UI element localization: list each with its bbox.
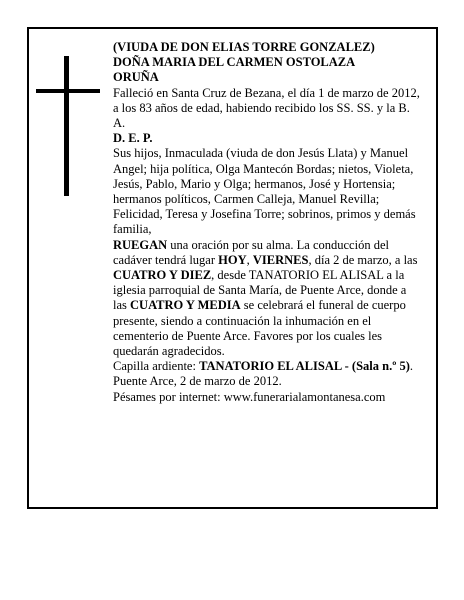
widow-line: (VIUDA DE DON ELIAS TORRE GONZALEZ) (113, 40, 375, 54)
chapel-line: Capilla ardiente: TANATORIO EL ALISAL - (Sala n.º 5). (113, 359, 413, 374)
cross-icon (36, 56, 100, 196)
cuatro-media-label: CUATRO Y MEDIA (130, 298, 241, 313)
obituary-text (113, 40, 423, 405)
chapel-location: TANATORIO EL ALISAL - (Sala n.º 5) (199, 359, 410, 374)
death-details: Falleció en Santa Cruz de Bezana, el día 1 de marzo de 2012, a los 83 años de edad, habiendo recibido los SS. SS. y la B. A. (113, 85, 420, 131)
hoy-label: HOY (218, 252, 247, 267)
dep-line: D. E. P. (113, 131, 153, 146)
family-list: Sus hijos, Inmaculada (viuda de don Jesús Llata) y Manuel Angel; hija política, Olga Mantecón Bordas; nietos, Violeta, Jesús, Pablo, Mario y Olga; hermanos, José y Hortensia; hermanos políticos, Carmen Calleja, Manuel Revilla; Felicidad, Teresa y Josefina Torre; sobrinos, primos y demás familia, (113, 146, 416, 237)
deceased-name-line1: DOÑA MARIA DEL CARMEN OSTOLAZA (113, 55, 356, 70)
date-line: Puente Arce, 2 de marzo de 2012. (113, 374, 282, 389)
viernes-label: VIERNES (252, 252, 309, 267)
ceremony-paragraph: RUEGAN una oración por su alma. La conducción del cadáver tendrá lugar HOY, VIERNES, día 2 de marzo, a las CUATRO Y DIEZ, desde TANATORIO EL ALISAL a la iglesia parroquial de Santa María, de Puente Arce, donde a las CUATRO Y MEDIA se celebrará el funeral de cuerpo presente, siendo a continuación la inhumación en el cementerio de Puente Arce. Favores por los cuales les quedarán agradecidos. (113, 237, 418, 359)
ruegan-label: RUEGAN (113, 237, 168, 252)
deceased-name-line2: ORUÑA (113, 70, 159, 85)
cuatro-diez-label: CUATRO Y DIEZ (113, 268, 212, 283)
condolences-line: Pésames por internet: www.funerarialamontanesa.com (113, 389, 386, 404)
